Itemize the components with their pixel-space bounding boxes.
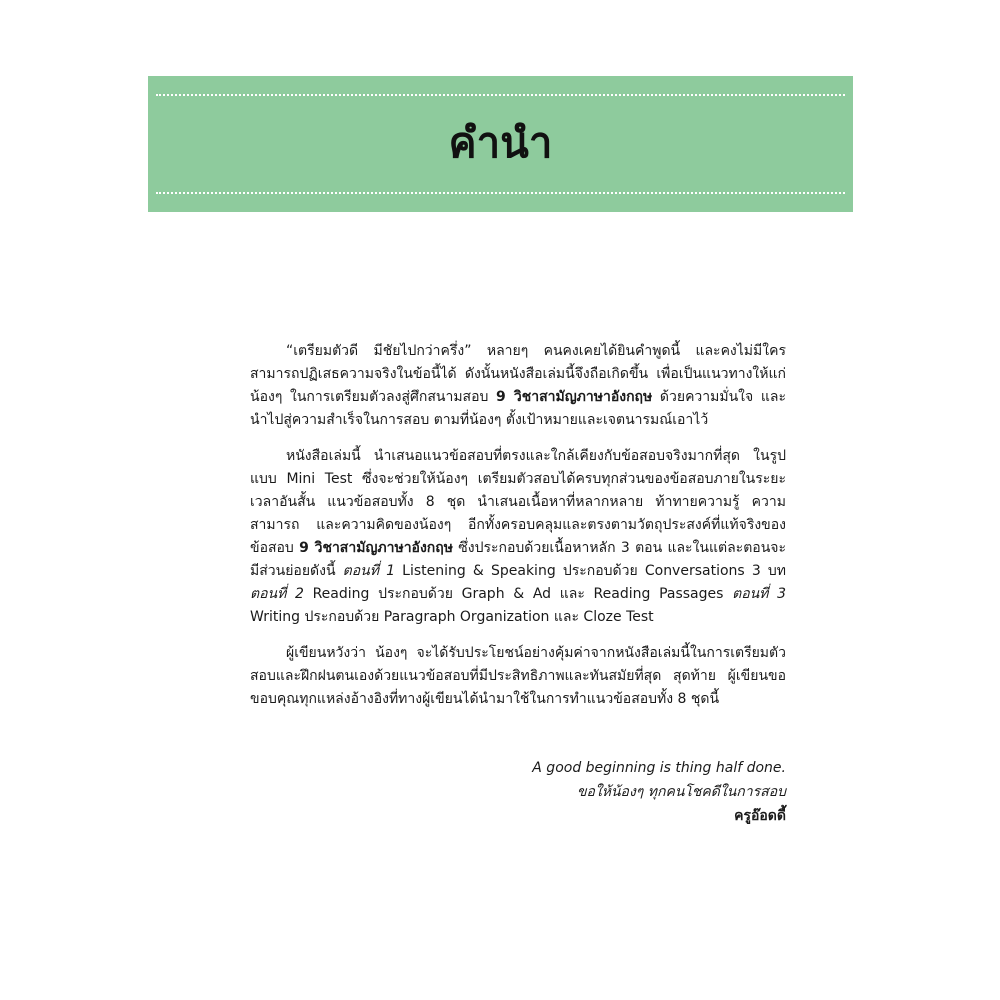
part-2-label: ตอนที่ 2	[250, 586, 304, 602]
subject-name-bold: 9 วิชาสามัญภาษาอังกฤษ	[496, 389, 653, 405]
paragraph-2-text-a: หนังสือเล่มนี้ นำเสนอแนวข้อสอบที่ตรงและใกล้เคียงกับข้อสอบจริงมากที่สุด ในรูปแบบ Mini Test ซึ่งจะช่วยให้น้องๆ เตรียมตัวสอบได้ครบทุกส่วนของข้อสอบภายในระยะเวลาอันสั้น แนวข้อสอบทั้ง 8 ชุด นำเสนอเนื้อหาที่หลากหลาย ท้าทายความรู้ ความสามารถ และความคิดของน้องๆ อีกทั้งครอบคลุมและตรงตามวัตถุประสงค์ที่แท้จริงของข้อสอบ	[250, 448, 786, 556]
paragraph-1-text-c: ด้วยความมั่นใจ และนำไปสู่ความสำเร็จในการสอบ ตามที่น้องๆ ตั้งเป้าหมายและเจตนารมณ์เอาไว้	[250, 389, 786, 428]
paragraph-2-text-c: ซึ่งประกอบด้วยเนื้อหาหลัก 3 ตอน และในแต่ละตอนจะมีส่วนย่อยดังนี้	[250, 540, 786, 579]
page-title: คำนำ	[448, 118, 553, 167]
preface-body	[250, 340, 786, 724]
paragraph-1	[250, 340, 786, 432]
paragraph-2-text-i: Writing ประกอบด้วย Paragraph Organization และ Cloze Test	[250, 609, 654, 625]
dotted-divider-top	[156, 94, 845, 96]
paragraph-1-text-a: “เตรียมตัวดี มีชัยไปกว่าครึ่ง” หลายๆ คนคงเคยได้ยินคำพูดนี้ และคงไม่มีใครสามารถปฏิเสธความจริงในข้อนี้ได้ ดังนั้นหนังสือเล่มนี้จึงถือเกิดขึ้น เพื่อเป็นแนวทางให้แก่น้องๆ ในการเตรียมตัวลงสู่ศึกสนามสอบ	[250, 343, 786, 405]
part-3-label: ตอนที่ 3	[732, 586, 786, 602]
part-1-label: ตอนที่ 1	[342, 563, 396, 579]
subject-name-bold: 9 วิชาสามัญภาษาอังกฤษ	[299, 540, 453, 556]
closing-block	[532, 756, 786, 828]
closing-quote: A good beginning is thing half done.	[532, 760, 786, 776]
paragraph-3: ผู้เขียนหวังว่า น้องๆ จะได้รับประโยชน์อย่างคุ้มค่าจากหนังสือเล่มนี้ในการเตรียมตัวสอบและฝึกฝนตนเองด้วยแนวข้อสอบที่มีประสิทธิภาพและทันสมัยที่สุด สุดท้าย ผู้เขียนขอขอบคุณทุกแหล่งอ้างอิงที่ทางผู้เขียนได้นำมาใช้ในการทำแนวข้อสอบทั้ง 8 ชุดนี้	[250, 645, 786, 707]
title-banner	[148, 76, 853, 212]
paragraph-2	[250, 445, 786, 629]
dotted-divider-bottom	[156, 192, 845, 194]
author-signature: ครูอ๊อดดี้	[734, 808, 786, 824]
paragraph-2-text-g: Reading ประกอบด้วย Graph & Ad และ Reading Passages	[303, 586, 733, 602]
paragraph-2-text-e: Listening & Speaking ประกอบด้วย Conversations 3 บท	[395, 563, 787, 579]
closing-wish: ขอให้น้องๆ ทุกคนโชคดีในการสอบ	[576, 784, 786, 800]
